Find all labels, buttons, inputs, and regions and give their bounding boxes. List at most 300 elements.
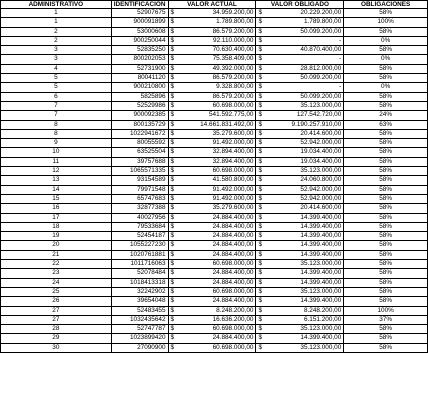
cell-administrativo: 2 bbox=[1, 36, 112, 45]
cell-administrativo: 4 bbox=[1, 64, 112, 73]
cell-administrativo: 3 bbox=[1, 46, 112, 55]
currency-symbol: $ bbox=[168, 148, 175, 157]
cell-valor-actual: 24.884.400,00 bbox=[175, 297, 256, 306]
cell-identificacion: 1022941672 bbox=[111, 129, 168, 138]
cell-valor-obligado: 24.060.800,00 bbox=[263, 176, 344, 185]
cell-administrativo: 24 bbox=[1, 278, 112, 287]
cell-identificacion: 5825896 bbox=[111, 92, 168, 101]
cell-identificacion: 79971548 bbox=[111, 185, 168, 194]
currency-symbol: $ bbox=[256, 232, 263, 241]
cell-administrativo: 22 bbox=[1, 260, 112, 269]
cell-administrativo: 13 bbox=[1, 176, 112, 185]
cell-valor-actual: 86.579.200,00 bbox=[175, 27, 256, 36]
table-row bbox=[1, 222, 428, 231]
cell-administrativo: 20 bbox=[1, 241, 112, 250]
cell-identificacion: 1018413318 bbox=[111, 278, 168, 287]
cell-valor-obligado: 14.399.400,00 bbox=[263, 278, 344, 287]
cell-administrativo: 29 bbox=[1, 334, 112, 343]
cell-administrativo: 17 bbox=[1, 213, 112, 222]
cell-valor-actual: 35.279.600,00 bbox=[175, 204, 256, 213]
currency-symbol: $ bbox=[168, 241, 175, 250]
currency-symbol: $ bbox=[168, 92, 175, 101]
currency-symbol: $ bbox=[168, 269, 175, 278]
table-row bbox=[1, 139, 428, 148]
cell-valor-actual: 60.698.000,00 bbox=[175, 101, 256, 110]
cell-administrativo: 3 bbox=[1, 55, 112, 64]
table-row bbox=[1, 18, 428, 27]
cell-valor-obligado: 127.542.720,00 bbox=[263, 111, 344, 120]
cell-valor-actual: 24.884.400,00 bbox=[175, 222, 256, 231]
currency-symbol: $ bbox=[256, 36, 263, 45]
table-row bbox=[1, 167, 428, 176]
currency-symbol: $ bbox=[168, 9, 175, 18]
cell-valor-actual: 35.279.600,00 bbox=[175, 129, 256, 138]
cell-identificacion: 80041120 bbox=[111, 74, 168, 83]
currency-symbol: $ bbox=[256, 111, 263, 120]
currency-symbol: $ bbox=[256, 139, 263, 148]
cell-identificacion: 65747683 bbox=[111, 194, 168, 203]
currency-symbol: $ bbox=[256, 167, 263, 176]
currency-symbol: $ bbox=[256, 120, 263, 129]
cell-identificacion: 52454187 bbox=[111, 232, 168, 241]
currency-symbol: $ bbox=[256, 204, 263, 213]
cell-valor-obligado: 19.034.400,00 bbox=[263, 157, 344, 166]
table-row bbox=[1, 306, 428, 315]
cell-valor-obligado: 50.099.200,00 bbox=[263, 74, 344, 83]
cell-identificacion: 900250044 bbox=[111, 36, 168, 45]
cell-valor-obligado: 40.870.400,00 bbox=[263, 46, 344, 55]
currency-symbol: $ bbox=[168, 185, 175, 194]
cell-identificacion: 53000608 bbox=[111, 27, 168, 36]
currency-symbol: $ bbox=[256, 101, 263, 110]
cell-administrativo: 30 bbox=[1, 343, 112, 352]
table-row bbox=[1, 278, 428, 287]
cell-obligaciones: 0% bbox=[344, 55, 428, 64]
cell-valor-obligado: 35.123.000,00 bbox=[263, 325, 344, 334]
cell-obligaciones: 58% bbox=[344, 278, 428, 287]
currency-symbol: $ bbox=[168, 18, 175, 27]
cell-obligaciones: 58% bbox=[344, 74, 428, 83]
cell-valor-obligado: - bbox=[263, 83, 344, 92]
cell-identificacion: 39757688 bbox=[111, 157, 168, 166]
cell-identificacion: 1023899420 bbox=[111, 334, 168, 343]
cell-valor-actual: 24.884.400,00 bbox=[175, 278, 256, 287]
cell-administrativo: 11 bbox=[1, 157, 112, 166]
cell-obligaciones: 24% bbox=[344, 111, 428, 120]
cell-administrativo: 7 bbox=[1, 101, 112, 110]
cell-identificacion: 900091899 bbox=[111, 18, 168, 27]
currency-symbol: $ bbox=[256, 74, 263, 83]
currency-symbol: $ bbox=[256, 241, 263, 250]
currency-symbol: $ bbox=[256, 334, 263, 343]
currency-symbol: $ bbox=[256, 306, 263, 315]
cell-valor-obligado: 52.942.000,00 bbox=[263, 139, 344, 148]
currency-symbol: $ bbox=[168, 250, 175, 259]
currency-symbol: $ bbox=[168, 325, 175, 334]
currency-symbol: $ bbox=[256, 9, 263, 18]
cell-valor-actual: 32.894.400,00 bbox=[175, 157, 256, 166]
cell-obligaciones: 58% bbox=[344, 185, 428, 194]
cell-valor-obligado: 19.034.400,00 bbox=[263, 148, 344, 157]
currency-symbol: $ bbox=[256, 55, 263, 64]
header-valor-obligado: VALOR OBLIGADO bbox=[256, 1, 344, 9]
cell-administrativo: 8 bbox=[1, 129, 112, 138]
currency-symbol: $ bbox=[256, 287, 263, 296]
table-row bbox=[1, 176, 428, 185]
cell-valor-obligado: 52.942.000,00 bbox=[263, 194, 344, 203]
cell-valor-actual: 1.789.800,00 bbox=[175, 18, 256, 27]
cell-valor-obligado: 50.099.200,00 bbox=[263, 92, 344, 101]
cell-obligaciones: 58% bbox=[344, 46, 428, 55]
cell-valor-obligado: 14.399.400,00 bbox=[263, 232, 344, 241]
currency-symbol: $ bbox=[256, 260, 263, 269]
cell-identificacion: 900210800 bbox=[111, 83, 168, 92]
cell-obligaciones: 58% bbox=[344, 260, 428, 269]
cell-valor-obligado: 35.123.000,00 bbox=[263, 260, 344, 269]
cell-valor-obligado: 14.399.400,00 bbox=[263, 241, 344, 250]
cell-obligaciones: 37% bbox=[344, 315, 428, 324]
table-row bbox=[1, 297, 428, 306]
cell-valor-actual: 86.579.200,00 bbox=[175, 74, 256, 83]
cell-administrativo: 9 bbox=[1, 139, 112, 148]
table-row bbox=[1, 148, 428, 157]
cell-identificacion: 900092385 bbox=[111, 111, 168, 120]
cell-identificacion: 1065571335 bbox=[111, 167, 168, 176]
cell-identificacion: 27090900 bbox=[111, 343, 168, 352]
cell-valor-obligado: 6.151.200,00 bbox=[263, 315, 344, 324]
cell-valor-obligado: - bbox=[263, 36, 344, 45]
cell-obligaciones: 58% bbox=[344, 334, 428, 343]
cell-identificacion: 52483455 bbox=[111, 306, 168, 315]
cell-valor-obligado: 14.399.400,00 bbox=[263, 334, 344, 343]
cell-identificacion: 40027956 bbox=[111, 213, 168, 222]
currency-symbol: $ bbox=[256, 194, 263, 203]
cell-valor-actual: 91.492.000,00 bbox=[175, 139, 256, 148]
currency-symbol: $ bbox=[168, 129, 175, 138]
cell-administrativo: 10 bbox=[1, 148, 112, 157]
currency-symbol: $ bbox=[168, 232, 175, 241]
cell-obligaciones: 58% bbox=[344, 297, 428, 306]
cell-identificacion: 52731900 bbox=[111, 64, 168, 73]
cell-valor-actual: 24.884.400,00 bbox=[175, 213, 256, 222]
currency-symbol: $ bbox=[168, 194, 175, 203]
cell-obligaciones: 58% bbox=[344, 194, 428, 203]
cell-obligaciones: 58% bbox=[344, 129, 428, 138]
table-row bbox=[1, 36, 428, 45]
currency-symbol: $ bbox=[256, 176, 263, 185]
cell-obligaciones: 58% bbox=[344, 148, 428, 157]
currency-symbol: $ bbox=[256, 46, 263, 55]
currency-symbol: $ bbox=[256, 297, 263, 306]
cell-identificacion: 52078484 bbox=[111, 269, 168, 278]
cell-obligaciones: 0% bbox=[344, 83, 428, 92]
cell-administrativo: 14 bbox=[1, 185, 112, 194]
cell-identificacion: 52835250 bbox=[111, 46, 168, 55]
cell-administrativo: 27 bbox=[1, 306, 112, 315]
cell-obligaciones: 58% bbox=[344, 92, 428, 101]
cell-identificacion: 1032435642 bbox=[111, 315, 168, 324]
cell-identificacion: 1055227230 bbox=[111, 241, 168, 250]
cell-administrativo: 21 bbox=[1, 250, 112, 259]
cell-obligaciones: 58% bbox=[344, 64, 428, 73]
currency-symbol: $ bbox=[256, 129, 263, 138]
cell-valor-actual: 60.698.000,00 bbox=[175, 167, 256, 176]
currency-symbol: $ bbox=[168, 222, 175, 231]
table-row bbox=[1, 46, 428, 55]
cell-administrativo: 18 bbox=[1, 222, 112, 231]
cell-obligaciones: 58% bbox=[344, 250, 428, 259]
cell-obligaciones: 58% bbox=[344, 232, 428, 241]
cell-valor-obligado: 35.123.000,00 bbox=[263, 287, 344, 296]
cell-identificacion: 79533684 bbox=[111, 222, 168, 231]
currency-symbol: $ bbox=[168, 334, 175, 343]
cell-identificacion: 1020761881 bbox=[111, 250, 168, 259]
cell-valor-obligado: 8.248.200,00 bbox=[263, 306, 344, 315]
currency-symbol: $ bbox=[256, 325, 263, 334]
cell-obligaciones: 58% bbox=[344, 325, 428, 334]
cell-identificacion: 52529986 bbox=[111, 101, 168, 110]
cell-obligaciones: 58% bbox=[344, 27, 428, 36]
table-row bbox=[1, 92, 428, 101]
cell-identificacion: 52907675 bbox=[111, 9, 168, 18]
currency-symbol: $ bbox=[168, 64, 175, 73]
cell-valor-obligado: 14.399.400,00 bbox=[263, 222, 344, 231]
currency-symbol: $ bbox=[256, 185, 263, 194]
cell-valor-actual: 32.894.400,00 bbox=[175, 148, 256, 157]
table-row bbox=[1, 343, 428, 352]
cell-identificacion: 80055592 bbox=[111, 139, 168, 148]
currency-symbol: $ bbox=[256, 83, 263, 92]
cell-valor-obligado: 20.414.600,00 bbox=[263, 204, 344, 213]
cell-valor-obligado: 50.099.200,00 bbox=[263, 27, 344, 36]
cell-obligaciones: 0% bbox=[344, 36, 428, 45]
cell-valor-obligado: 20.229.200,00 bbox=[263, 9, 344, 18]
currency-symbol: $ bbox=[168, 278, 175, 287]
currency-symbol: $ bbox=[256, 157, 263, 166]
cell-valor-actual: 60.698.000,00 bbox=[175, 287, 256, 296]
cell-valor-actual: 24.884.400,00 bbox=[175, 250, 256, 259]
header-identificacion: IDENTIFICACION bbox=[111, 1, 168, 9]
cell-valor-actual: 86.579.200,00 bbox=[175, 92, 256, 101]
cell-valor-actual: 60.698.000,00 bbox=[175, 343, 256, 352]
cell-administrativo: 5 bbox=[1, 74, 112, 83]
cell-valor-obligado: 28.812.000,00 bbox=[263, 64, 344, 73]
cell-administrativo: 23 bbox=[1, 269, 112, 278]
cell-valor-obligado: 35.123.000,00 bbox=[263, 101, 344, 110]
currency-symbol: $ bbox=[168, 46, 175, 55]
currency-symbol: $ bbox=[168, 120, 175, 129]
cell-obligaciones: 58% bbox=[344, 157, 428, 166]
cell-obligaciones: 58% bbox=[344, 204, 428, 213]
cell-valor-actual: 24.884.400,00 bbox=[175, 334, 256, 343]
currency-symbol: $ bbox=[168, 315, 175, 324]
cell-identificacion: 93154589 bbox=[111, 176, 168, 185]
currency-symbol: $ bbox=[168, 213, 175, 222]
cell-identificacion: 63525504 bbox=[111, 148, 168, 157]
cell-valor-actual: 24.884.400,00 bbox=[175, 241, 256, 250]
currency-symbol: $ bbox=[168, 204, 175, 213]
currency-symbol: $ bbox=[168, 176, 175, 185]
currency-symbol: $ bbox=[168, 36, 175, 45]
currency-symbol: $ bbox=[168, 297, 175, 306]
currency-symbol: $ bbox=[168, 306, 175, 315]
cell-valor-obligado: 52.942.000,00 bbox=[263, 185, 344, 194]
header-valor-actual: VALOR ACTUAL bbox=[168, 1, 256, 9]
currency-symbol: $ bbox=[168, 287, 175, 296]
table-row bbox=[1, 315, 428, 324]
cell-administrativo: 16 bbox=[1, 204, 112, 213]
table-row bbox=[1, 27, 428, 36]
table-row bbox=[1, 157, 428, 166]
cell-administrativo: 12 bbox=[1, 167, 112, 176]
cell-administrativo: 2 bbox=[1, 27, 112, 36]
currency-symbol: $ bbox=[168, 83, 175, 92]
cell-valor-actual: 75.358.409,00 bbox=[175, 55, 256, 64]
currency-symbol: $ bbox=[256, 343, 263, 352]
currency-symbol: $ bbox=[256, 315, 263, 324]
cell-valor-actual: 60.698.000,00 bbox=[175, 260, 256, 269]
table-row bbox=[1, 232, 428, 241]
currency-symbol: $ bbox=[168, 157, 175, 166]
header-administrativo: ADMINISTRATIVO bbox=[1, 1, 112, 9]
cell-identificacion: 32242902 bbox=[111, 287, 168, 296]
currency-symbol: $ bbox=[256, 148, 263, 157]
cell-valor-actual: 8.248.200,00 bbox=[175, 306, 256, 315]
cell-administrativo: 15 bbox=[1, 194, 112, 203]
table-body bbox=[1, 9, 428, 353]
cell-obligaciones: 58% bbox=[344, 139, 428, 148]
cell-valor-actual: 14.661.831.492,00 bbox=[175, 120, 256, 129]
cell-valor-actual: 91.492.000,00 bbox=[175, 194, 256, 203]
cell-valor-obligado: 1.789.800,00 bbox=[263, 18, 344, 27]
table-row bbox=[1, 260, 428, 269]
cell-valor-actual: 49.392.000,00 bbox=[175, 64, 256, 73]
cell-identificacion: 1011716063 bbox=[111, 260, 168, 269]
cell-administrativo: 1 bbox=[1, 18, 112, 27]
cell-valor-actual: 60.698.000,00 bbox=[175, 325, 256, 334]
cell-obligaciones: 58% bbox=[344, 167, 428, 176]
currency-symbol: $ bbox=[256, 27, 263, 36]
currency-symbol: $ bbox=[168, 27, 175, 36]
cell-valor-actual: 541.592.775,00 bbox=[175, 111, 256, 120]
table-row bbox=[1, 334, 428, 343]
table-row bbox=[1, 269, 428, 278]
cell-obligaciones: 58% bbox=[344, 287, 428, 296]
cell-valor-actual: 34.959.200,00 bbox=[175, 9, 256, 18]
cell-obligaciones: 58% bbox=[344, 222, 428, 231]
currency-symbol: $ bbox=[256, 18, 263, 27]
currency-symbol: $ bbox=[168, 167, 175, 176]
cell-identificacion: 52747787 bbox=[111, 325, 168, 334]
currency-symbol: $ bbox=[168, 55, 175, 64]
currency-symbol: $ bbox=[256, 222, 263, 231]
table-row bbox=[1, 325, 428, 334]
header-row bbox=[1, 1, 428, 9]
table-row bbox=[1, 120, 428, 129]
cell-obligaciones: 63% bbox=[344, 120, 428, 129]
cell-obligaciones: 58% bbox=[344, 176, 428, 185]
cell-administrativo: 27 bbox=[1, 315, 112, 324]
table-row bbox=[1, 111, 428, 120]
currency-symbol: $ bbox=[256, 213, 263, 222]
cell-administrativo: 6 bbox=[1, 92, 112, 101]
cell-valor-obligado: 14.399.400,00 bbox=[263, 297, 344, 306]
currency-symbol: $ bbox=[256, 250, 263, 259]
cell-administrativo: 7 bbox=[1, 111, 112, 120]
cell-valor-obligado: 35.123.000,00 bbox=[263, 343, 344, 352]
cell-valor-obligado: 9.190.257.910,00 bbox=[263, 120, 344, 129]
cell-valor-actual: 9.328.800,00 bbox=[175, 83, 256, 92]
cell-administrativo: 19 bbox=[1, 232, 112, 241]
cell-identificacion: 800135729 bbox=[111, 120, 168, 129]
cell-valor-actual: 92.110.000,00 bbox=[175, 36, 256, 45]
cell-administrativo: 1 bbox=[1, 9, 112, 18]
cell-administrativo: 26 bbox=[1, 297, 112, 306]
currency-symbol: $ bbox=[168, 74, 175, 83]
cell-identificacion: 800202053 bbox=[111, 55, 168, 64]
currency-symbol: $ bbox=[256, 92, 263, 101]
cell-valor-obligado: 14.399.400,00 bbox=[263, 269, 344, 278]
table-row bbox=[1, 55, 428, 64]
currency-symbol: $ bbox=[256, 278, 263, 287]
cell-valor-obligado: 14.399.400,00 bbox=[263, 213, 344, 222]
currency-symbol: $ bbox=[168, 111, 175, 120]
cell-identificacion: 39654048 bbox=[111, 297, 168, 306]
currency-symbol: $ bbox=[168, 260, 175, 269]
table-row bbox=[1, 241, 428, 250]
cell-valor-actual: 91.492.000,00 bbox=[175, 185, 256, 194]
table-row bbox=[1, 83, 428, 92]
cell-valor-obligado: 14.399.400,00 bbox=[263, 250, 344, 259]
table-row bbox=[1, 9, 428, 18]
cell-valor-actual: 24.884.400,00 bbox=[175, 232, 256, 241]
table-row bbox=[1, 185, 428, 194]
cell-valor-actual: 41.580.800,00 bbox=[175, 176, 256, 185]
currency-symbol: $ bbox=[256, 64, 263, 73]
cell-valor-obligado: - bbox=[263, 55, 344, 64]
currency-symbol: $ bbox=[168, 139, 175, 148]
cell-valor-actual: 16.636.200,00 bbox=[175, 315, 256, 324]
table-row bbox=[1, 194, 428, 203]
cell-obligaciones: 58% bbox=[344, 269, 428, 278]
cell-administrativo: 8 bbox=[1, 120, 112, 129]
table-row bbox=[1, 204, 428, 213]
cell-valor-actual: 24.884.400,00 bbox=[175, 269, 256, 278]
currency-symbol: $ bbox=[256, 269, 263, 278]
table-row bbox=[1, 74, 428, 83]
cell-administrativo: 5 bbox=[1, 83, 112, 92]
table-row bbox=[1, 101, 428, 110]
cell-obligaciones: 100% bbox=[344, 306, 428, 315]
cell-valor-actual: 70.630.400,00 bbox=[175, 46, 256, 55]
currency-symbol: $ bbox=[168, 343, 175, 352]
cell-obligaciones: 58% bbox=[344, 241, 428, 250]
cell-administrativo: 28 bbox=[1, 325, 112, 334]
currency-symbol: $ bbox=[168, 101, 175, 110]
cell-obligaciones: 58% bbox=[344, 101, 428, 110]
cell-obligaciones: 58% bbox=[344, 343, 428, 352]
table-row bbox=[1, 64, 428, 73]
table-row bbox=[1, 129, 428, 138]
table-row bbox=[1, 250, 428, 259]
cell-obligaciones: 58% bbox=[344, 9, 428, 18]
cell-valor-obligado: 20.414.600,00 bbox=[263, 129, 344, 138]
table-row bbox=[1, 287, 428, 296]
cell-administrativo: 25 bbox=[1, 287, 112, 296]
table-row bbox=[1, 213, 428, 222]
cell-valor-obligado: 35.123.000,00 bbox=[263, 167, 344, 176]
cell-identificacion: 32877388 bbox=[111, 204, 168, 213]
